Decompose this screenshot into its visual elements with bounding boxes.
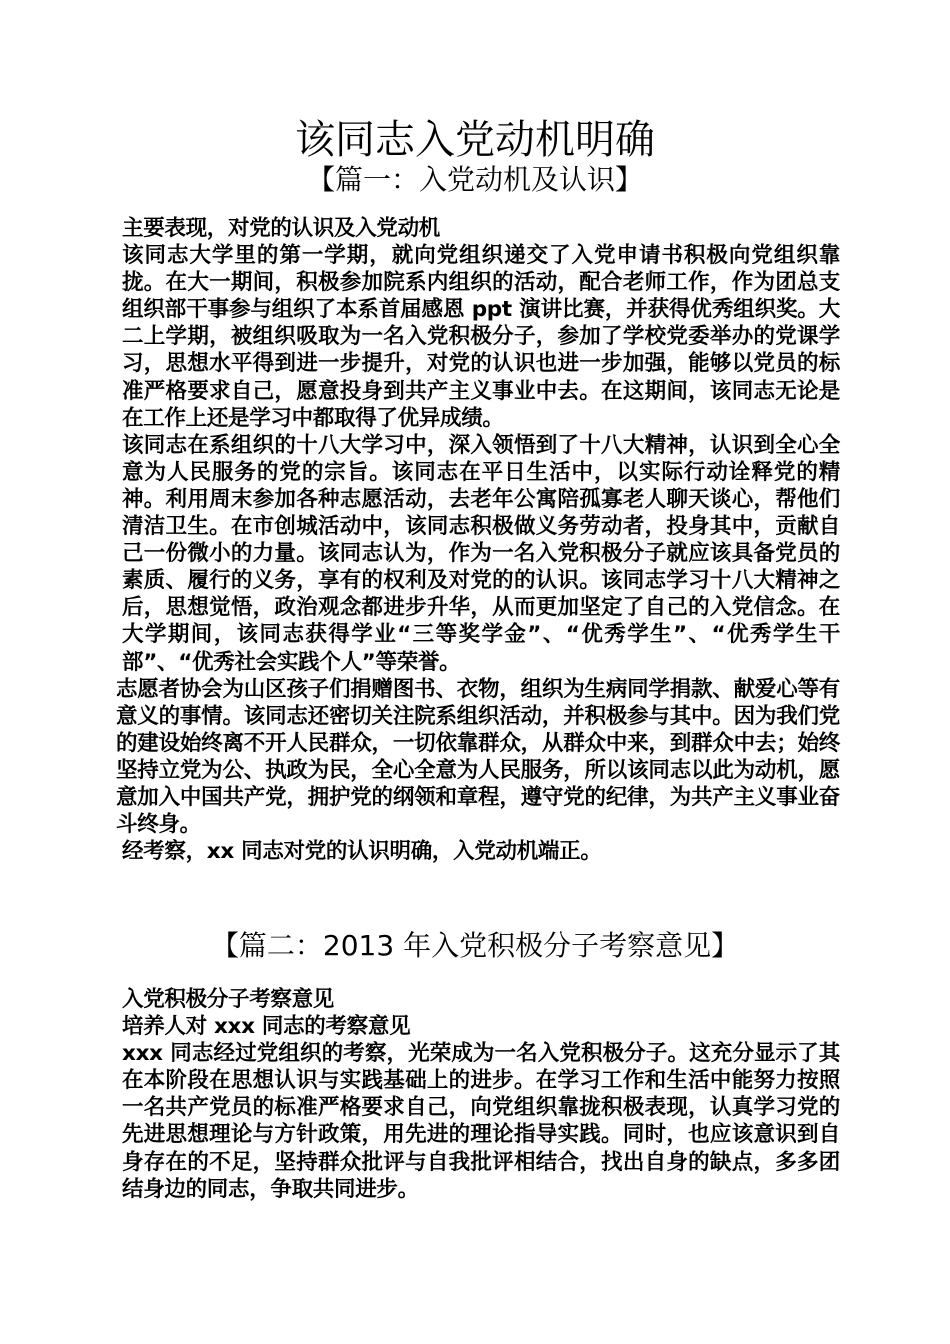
section2-subheading: 入党积极分子考察意见 xyxy=(122,987,335,1012)
section1-paragraph: 该同志在系组织的十八大学习中，深入领悟到了十八大精神，认识到全心全意为人民服务的党的宗旨。该同志在平日生活中，以实际行动诠释党的精神。利用周末参加各种志愿活动，去老年公寓陪孤寡老人聊天谈心，帮他们清洁卫生。在市创城活动中，该同志积极做义务劳动者，投身其中，贡献自己一份微小的力量。该同志认为，作为一名入党积极分子就应该具备党员的素质、履行的义务，享有的权利及对党的的认识。该同志学习十八大精神之后，思想觉悟，政治观念都进步升华，从而更加坚定了自己的入党信念。在大学期间，该同志获得学业“三等奖学金”、“优秀学生”、“优秀学生干部”、“优秀社会实践个人”等荣誉。 xyxy=(122,432,840,675)
section1-paragraph: 志愿者协会为山区孩子们捐赠图书、衣物，组织为生病同学捐款、献爱心等有意义的事情。该同志还密切关注院系组织活动，并积极参与其中。因为我们党的建设始终离不开人民群众，一切依靠群众，从群众中来，到群众中去；始终坚持立党为公、执政为民，全心全意为人民服务，所以该同志以此为动机，愿意加入中国共产党，拥护党的纲领和章程，遵守党的纪律，为共产主义事业奋斗终身。 xyxy=(116,676,840,838)
section1-paragraph: 该同志大学里的第一学期，就向党组织递交了入党申请书积极向党组织靠拢。在大一期间，积极参加院系内组织的活动，配合老师工作，作为团总支组织部干事参与组织了本系首届感恩 ppt 演讲比赛，并获得优秀组织奖。大二上学期，被组织吸取为一名入党积极分子，参加了学校党委举办的党课学习，思想水平得到进一步提升，对党的认识也进一步加强，能够以党员的标准严格要求自己，愿意投身到共产主义事业中去。在这期间，该同志无论是在工作上还是学习中都取得了优异成绩。 xyxy=(122,243,840,431)
section2-paragraph: xxx 同志经过党组织的考察，光荣成为一名入党积极分子。这充分显示了其在本阶段在思想认识与实践基础上的进步。在学习工作和生活中能努力按照一名共产党员的标准严格要求自己，向党组织靠拢积极表现，认真学习党的先进思想理论与方针政策，用先进的理论指导实践。同时，也应该意识到自身存在的不足，坚持群众批评与自我批评相结合，找出自身的缺点，多多团结身边的同志，争取共同进步。 xyxy=(122,1041,840,1202)
section1-subheading: 主要表现，对党的认识及入党动机 xyxy=(122,216,441,241)
section2-body xyxy=(116,986,840,1203)
section1-heading: 【篇一：入党动机及认识】 xyxy=(306,163,643,196)
section1-body xyxy=(116,215,840,865)
section1-conclusion: 经考察，xx 同志对党的认识明确，入党动机端正。 xyxy=(122,839,602,865)
section2-heading: 【篇二：2013 年入党积极分子考察意见】 xyxy=(210,929,740,962)
document-title: 该同志入党动机明确 xyxy=(295,117,655,163)
section2-subheading: 培养人对 xxx 同志的考察意见 xyxy=(122,1014,411,1040)
